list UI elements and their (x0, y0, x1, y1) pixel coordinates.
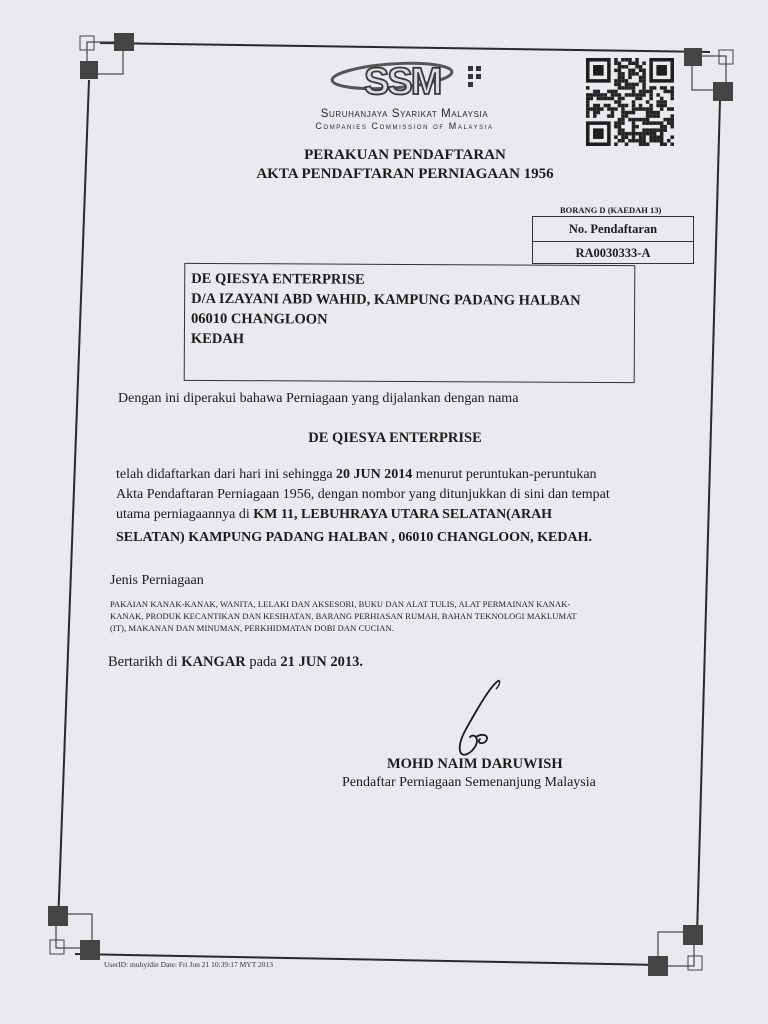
logo-text: SSM (364, 61, 441, 103)
body-line-3 (116, 507, 552, 523)
business-address-2: SELATAN) KAMPUNG PADANG HALBAN , 06010 CHANGLOON, KEDAH. (116, 530, 593, 545)
address-line-4: KEDAH (190, 330, 245, 348)
act-title: AKTA PENDAFTARAN PERNIAGAAN 1956 (256, 166, 554, 182)
address-line-1: DE QIESYA ENTERPRISE (191, 270, 365, 288)
body-line-3-a: utama perniagaannya di (116, 507, 254, 522)
dated-date: 21 JUN 2013. (280, 654, 363, 670)
registration-box (532, 216, 694, 264)
dated-line (108, 654, 363, 671)
border-top (100, 43, 710, 52)
intro-text: Dengan ini diperakui bahawa Perniagaan yang dijalankan dengan nama (118, 391, 519, 406)
business-type-line-2: KANAK, PRODUK KECANTIKAN DAN KESIHATAN, BARANG PERHIASAN RUMAH, BAHAN TEKNOLOGI MAKLUMAT (110, 611, 577, 621)
corner-ornament-bottom-left (48, 906, 100, 960)
registration-label: No. Pendaftaran (533, 217, 693, 242)
corner-ornament-top-left (80, 33, 134, 79)
border-right (697, 100, 720, 935)
business-type-line-1: PAKAIAN KANAK-KANAK, WANITA, LELAKI DAN AKSESORI, BUKU DAN ALAT TULIS, ALAT PERMAINAN KANAK- (110, 599, 571, 609)
body-line-2: Akta Pendaftaran Perniagaan 1956, dengan nombor yang ditunjukkan di sini dan tempat (116, 487, 610, 502)
address-line-2: D/A IZAYANI ABD WAHID, KAMPUNG PADANG HALBAN (191, 290, 581, 309)
body-line-1 (116, 467, 597, 483)
dated-prefix: Bertarikh di (108, 654, 182, 670)
org-name-english: Companies Commission of Malaysia (315, 121, 494, 131)
dated-mid: pada (245, 654, 281, 670)
signatory-title: Pendaftar Perniagaan Semenanjung Malaysia (342, 775, 596, 790)
corner-ornament-top-right (684, 48, 733, 101)
signatory-name: MOHD NAIM DARUWISH (387, 756, 563, 772)
dated-place: KANGAR (181, 654, 246, 670)
border-left (58, 80, 89, 925)
address-line-3: 06010 CHANGLOON (190, 310, 328, 328)
registration-number: RA0030333-A (575, 246, 651, 260)
business-type-label: Jenis Perniagaan (110, 573, 204, 588)
expiry-date: 20 JUN 2014 (336, 467, 413, 482)
business-name: DE QIESYA ENTERPRISE (308, 430, 482, 446)
qr-code-icon (586, 58, 674, 146)
body-line-1-b: menurut peruntukan-peruntukan (412, 467, 597, 482)
business-address-1: KM 11, LEBUHRAYA UTARA SELATAN(ARAH (253, 507, 553, 522)
ssm-logo-icon (330, 56, 490, 108)
form-code: BORANG D (KAEDAH 13) (560, 205, 662, 215)
address-box (184, 263, 636, 383)
certificate-title: PERAKUAN PENDAFTARAN (304, 147, 506, 163)
body-line-1-a: telah didaftarkan dari hari ini sehingga (116, 467, 337, 482)
ssm-logo (330, 56, 490, 108)
corner-ornament-bottom-right (648, 925, 703, 976)
user-stamp: UserID: muhyidin Date: Fri Jun 21 10:39:17 MYT 2013 (104, 960, 274, 969)
business-type-line-3: (IT), MAKANAN DAN MINUMAN, PERKHIDMATAN DOBI DAN CUCIAN. (110, 623, 394, 633)
org-name-malay: Suruhanjaya Syarikat Malaysia (320, 108, 489, 120)
signature-icon (446, 675, 516, 760)
